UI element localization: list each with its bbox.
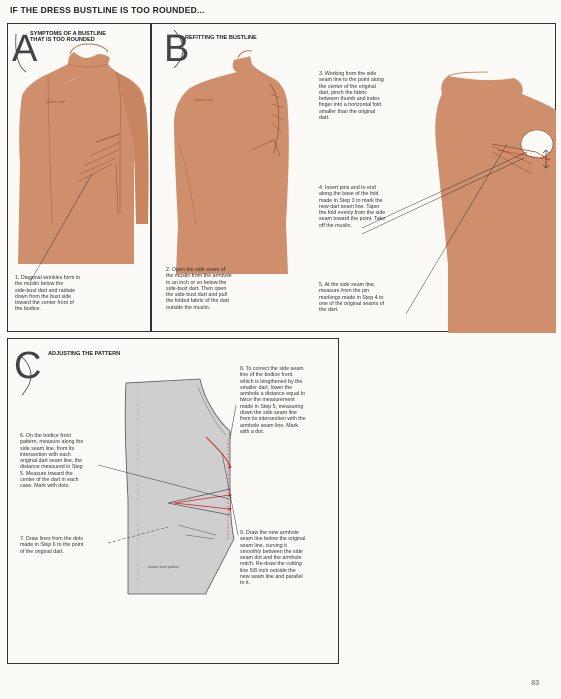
caption-step-7: 7. Draw lines from the dots made in Step 6 to the point of the original dart.: [20, 536, 84, 555]
panel-refitting: [151, 23, 556, 332]
page-number: 83: [531, 680, 539, 687]
panel-symptoms: [7, 23, 151, 332]
caption-step-5: 5. At the side seam line, measure from the pin markings made in Step 4 to one of the original seams of the dart.: [319, 282, 385, 314]
section-b-letter: B: [164, 28, 190, 70]
caption-step-1: 1. Diagonal wrinkles form in the muslin below the side-bust dart and radiate down from the bust side toward the center front of the bodice.: [15, 275, 81, 313]
bodice-front-label-a: bodice front: [46, 100, 65, 104]
caption-step-4: 4. Insert pins and to end along the base of the fold made in Step 3 to mark the new dart seam line. Taper the fold evenly from the side seam toward the point. Take off the muslin.: [319, 185, 386, 229]
page-header: IF THE DRESS BUSTLINE IS TOO ROUNDED...: [10, 5, 205, 15]
bodice-front-pattern-label: bodice front pattern: [148, 565, 179, 569]
caption-step-6: 6. On the bodice front pattern, measure along the side seam line, from its intersection with each original dart seam line, the distance measured in Step 5. Measure toward the center of the dart in each case. Mark with dots.: [20, 433, 84, 490]
caption-step-9: 9. Draw the new armhole seam line below the original seam line, curving it smoothly between the side seam dot and the armhole notch. Re-draw the cutting line 5/8 inch outside the new seam line and parallel to it.: [240, 530, 306, 587]
section-c-letter: C: [14, 345, 42, 387]
panel-adjusting-pattern: [7, 338, 339, 664]
caption-step-8: 8. To correct the side seam line of the bodice front, which is lengthened by the smaller dart, lower the armhole a distance equal to twice the measurement made in Step 5, measuring down the side seam line from its intersection with the armhole seam line. Mark with a dot.: [240, 366, 306, 435]
caption-step-3: 3. Working from the side seam line to the point along the center of the original dart, pinch the fabric between thumb and index finger into a horizontal fold smaller than the original dart.: [319, 71, 384, 122]
section-a-title: SYMPTOMS OF A BUSTLINE THAT IS TOO ROUNDED: [30, 31, 106, 44]
section-a-letter: A: [12, 28, 38, 70]
caption-step-2: 2. Open the side seam of the muslin from the armhole to an inch or so below the side-bust dart. Then open the side-bust dart and pull the folded fabric of the dart outside the muslin.: [166, 267, 232, 311]
section-c-title: ADJUSTING THE PATTERN: [48, 351, 121, 357]
section-b-title: REFITTING THE BUSTLINE: [185, 35, 257, 41]
bodice-front-label-b: bodice front: [194, 98, 213, 102]
